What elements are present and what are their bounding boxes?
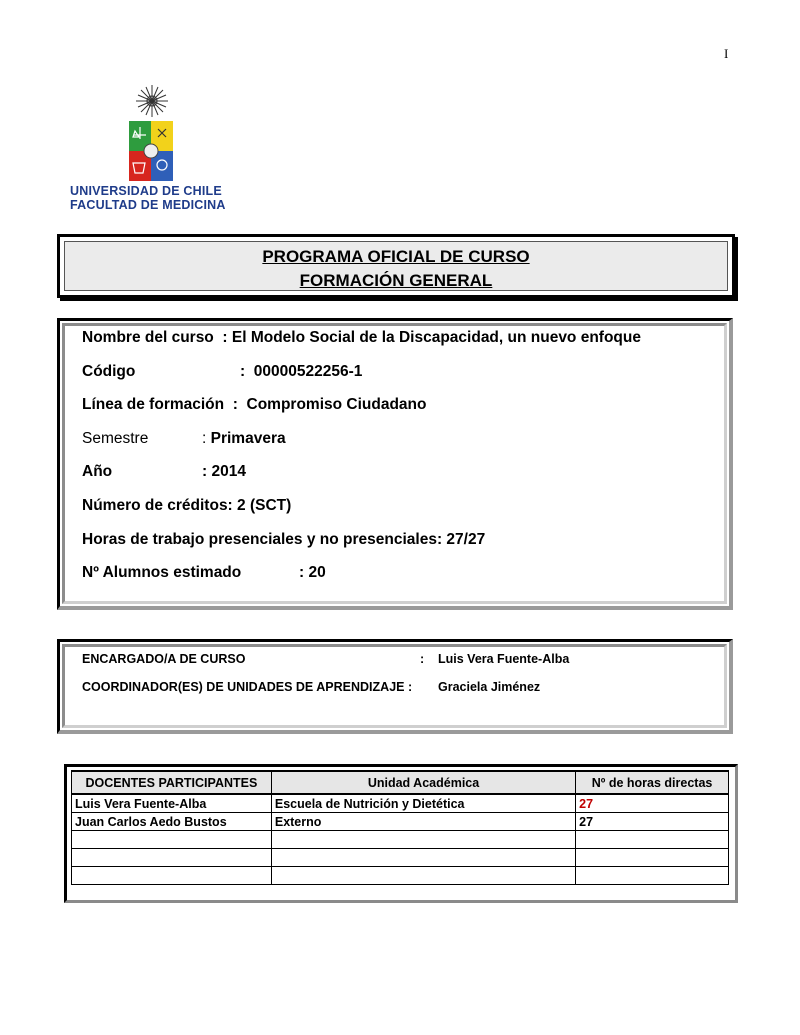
header-unidad: Unidad Académica [271,771,575,794]
teacher-name [72,849,272,867]
hours-value: 27/27 [446,531,486,548]
coordinator-label: COORDINADOR(ES) DE UNIDADES DE APRENDIZAJE : [82,680,413,694]
course-name-sep: : [213,329,232,346]
year-sep: : [202,463,212,480]
coordinator-value: Graciela Jiménez [438,680,541,694]
semester-sep: : [202,430,211,447]
formation-line-sep: : [224,396,247,413]
faculty-name: FACULTAD DE MEDICINA [70,198,226,212]
credits-label: Número de créditos: [82,497,238,514]
table-row [72,831,729,849]
teacher-name [72,831,272,849]
teachers-table [71,770,729,885]
students-label: Nº Alumnos estimado [82,564,242,581]
year-label: Año [82,463,113,480]
formation-line-value: Compromiso Ciudadano [246,396,427,413]
page-number: I [724,46,729,61]
table-header-row [72,771,729,794]
teacher-unit: Externo [271,813,575,831]
staff-box [57,639,733,734]
credits-value: 2 (SCT) [237,497,292,514]
encargado-row [82,652,569,666]
header-docentes: DOCENTES PARTICIPANTES [72,771,272,794]
table-row [72,794,729,813]
table-row [72,849,729,867]
header-horas: Nº de horas directas [576,771,729,794]
encargado-sep: : [420,652,425,666]
year-row [82,463,246,481]
formation-line-row [82,396,427,414]
year-value: 2014 [211,463,246,480]
program-title: PROGRAMA OFICIAL DE CURSO [262,247,530,266]
teacher-name [72,867,272,885]
teacher-unit [271,849,575,867]
encargado-label: ENCARGADO/A DE CURSO [82,652,246,666]
encargado-value: Luis Vera Fuente-Alba [438,652,570,666]
students-value: 20 [308,564,326,581]
course-info-box [57,318,733,610]
semester-label: Semestre [82,430,149,447]
course-code-sep: : [240,363,254,380]
students-sep: : [299,564,309,581]
title-inner [64,241,728,291]
teacher-name: Juan Carlos Aedo Bustos [72,813,272,831]
teacher-hours [576,867,729,885]
semester-value: Primavera [210,430,286,447]
university-logo [120,83,184,183]
teacher-unit [271,831,575,849]
course-code-row [82,363,362,381]
teacher-hours [576,849,729,867]
program-subtitle: FORMACIÓN GENERAL [299,271,493,290]
course-code-value: 00000522256-1 [253,363,363,380]
table-row [72,813,729,831]
title-box [57,234,735,298]
course-name-label: Nombre del curso [82,329,214,346]
teacher-unit: Escuela de Nutrición y Dietética [271,794,575,813]
university-name: UNIVERSIDAD DE CHILE [70,184,222,198]
semester-row [82,430,286,448]
credits-row [82,497,291,515]
table-row [72,867,729,885]
institution-name [70,184,226,212]
teacher-hours: 27 [576,813,729,831]
teachers-table-frame [64,764,738,903]
hours-label: Horas de trabajo presenciales y no presenciales: [82,531,447,548]
hours-row [82,531,485,549]
teacher-hours [576,831,729,849]
students-row [82,564,326,582]
course-code-label: Código [82,363,136,380]
teacher-name: Luis Vera Fuente-Alba [72,794,272,813]
formation-line-label: Línea de formación [82,396,225,413]
coordinator-row [82,680,540,694]
teacher-hours: 27 [576,794,729,813]
course-name-row [82,329,641,347]
teacher-unit [271,867,575,885]
course-name-value: El Modelo Social de la Discapacidad, un nuevo enfoque [231,329,641,346]
